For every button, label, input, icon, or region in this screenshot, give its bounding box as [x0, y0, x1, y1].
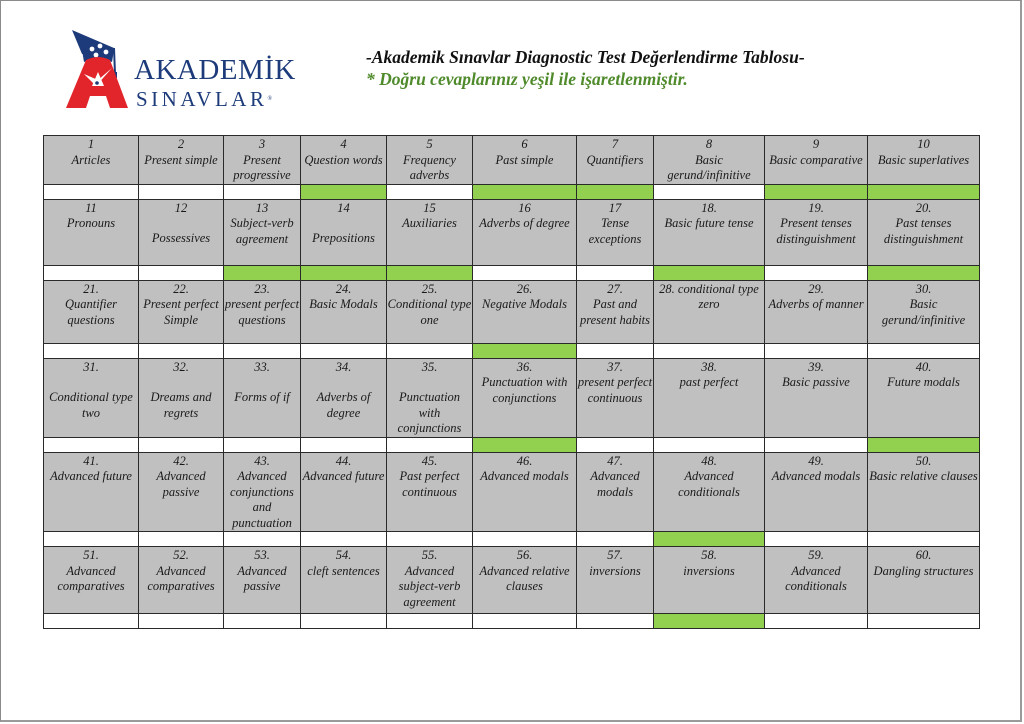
answer-cell-correct — [654, 532, 765, 547]
topic-cell — [654, 280, 765, 343]
topic-cell — [765, 280, 868, 343]
answer-cell-empty — [301, 614, 387, 629]
page-title: -Akademik Sınavlar Diagnostic Test Değerlendirme Tablosu- — [366, 47, 805, 67]
topic-number: 42. — [173, 453, 189, 468]
topic-cell — [868, 280, 980, 343]
answer-cell-correct — [868, 184, 980, 199]
answer-cell-correct — [765, 184, 868, 199]
topic-cell — [473, 547, 577, 614]
topic-label: Basic future tense — [664, 216, 754, 230]
topic-cell — [868, 547, 980, 614]
topic-label: Advanced conditionals — [678, 469, 740, 499]
topic-label: Advanced modals — [771, 469, 861, 483]
answer-cell-correct — [868, 265, 980, 280]
topic-cell — [765, 547, 868, 614]
answer-cell-empty — [765, 265, 868, 280]
answer-cell-empty — [224, 184, 301, 199]
topic-cell — [44, 199, 139, 265]
topic-number: 49. — [808, 453, 824, 468]
topic-number: 30. — [915, 281, 932, 296]
topic-number: 11 — [85, 200, 97, 215]
topic-cell — [224, 452, 301, 532]
topic-number: 12 — [174, 200, 188, 215]
topic-label: present perfect questions — [224, 297, 300, 327]
answer-cell-correct — [577, 184, 654, 199]
topic-cell — [577, 280, 654, 343]
topic-number: 53. — [254, 548, 270, 562]
answer-cell-empty — [44, 343, 139, 358]
topic-number: 47. — [607, 453, 623, 468]
answer-cell-empty — [577, 437, 654, 452]
topic-label: Basic superlatives — [877, 152, 970, 167]
topic-cell — [654, 547, 765, 614]
topic-label: inversions — [589, 563, 641, 578]
topic-cell — [387, 547, 473, 614]
topic-label: Dreams and regrets — [150, 390, 212, 420]
topic-number: 33. — [254, 359, 270, 374]
topic-cell — [765, 358, 868, 437]
akademik-sinavlar-logo — [62, 28, 296, 112]
answer-cell-empty — [301, 532, 387, 547]
topic-number: 46. — [516, 453, 533, 468]
answer-cell-empty — [387, 184, 473, 199]
answer-cell-empty — [473, 532, 577, 547]
answer-cell-correct — [654, 614, 765, 629]
answer-row — [44, 532, 980, 547]
answer-cell-correct — [473, 343, 577, 358]
answer-cell-empty — [224, 614, 301, 629]
topic-label: Advanced subject-verb agreement — [398, 563, 461, 609]
answer-cell-empty — [765, 343, 868, 358]
answer-cell-empty — [44, 437, 139, 452]
topic-cell — [654, 358, 765, 437]
answer-cell-empty — [473, 265, 577, 280]
topic-number: 56. — [516, 548, 533, 562]
topic-number: 18. — [701, 200, 717, 215]
topic-label: Past perfect continuous — [399, 469, 460, 499]
answer-cell-empty — [577, 614, 654, 629]
answer-cell-empty — [654, 343, 765, 358]
topic-number: 34. — [335, 359, 352, 374]
topic-cell — [301, 280, 387, 343]
topic-label: inversions — [683, 563, 735, 578]
topic-number: 24. — [335, 281, 352, 296]
topic-cell — [44, 358, 139, 437]
answer-cell-empty — [577, 343, 654, 358]
topic-label: Forms of if — [234, 390, 290, 404]
topic-cell — [44, 280, 139, 343]
topic-number: 48. — [701, 453, 717, 468]
topic-cell — [44, 452, 139, 532]
topic-cell — [224, 358, 301, 437]
topic-label: Advanced comparatives — [147, 563, 215, 593]
topic-number: 10 — [917, 137, 930, 151]
topic-label: Present progressive — [233, 152, 291, 182]
answer-cell-empty — [765, 437, 868, 452]
topic-number: 20. — [915, 200, 932, 215]
topic-label: Punctuation with conjunctions — [481, 375, 568, 405]
topic-row — [44, 452, 980, 532]
topic-cell — [139, 199, 224, 265]
topic-row — [44, 358, 980, 437]
answer-cell-correct — [301, 184, 387, 199]
answer-cell-empty — [44, 532, 139, 547]
topic-label: 28. conditional type zero — [659, 281, 759, 311]
topic-label: Past tenses distinguishment — [883, 216, 964, 246]
topic-number: 59. — [808, 548, 824, 562]
topic-label: Adverbs of manner — [768, 297, 864, 311]
topic-cell — [139, 358, 224, 437]
answer-cell-empty — [387, 343, 473, 358]
topic-label: Adverbs of degree — [479, 216, 570, 230]
topic-cell — [139, 547, 224, 614]
topic-label: Past and present habits — [579, 297, 651, 327]
topic-label: Tense exceptions — [588, 216, 642, 246]
topic-row — [44, 280, 980, 343]
topic-label: Present perfect Simple — [143, 297, 219, 327]
topic-number: 45. — [421, 453, 438, 468]
topic-number: 23. — [254, 281, 270, 296]
topic-number: 22. — [173, 281, 189, 296]
topic-number: 54. — [335, 548, 352, 562]
topic-label: Basic comparative — [769, 152, 863, 167]
topic-label: Prepositions — [312, 231, 375, 245]
topic-cell — [868, 358, 980, 437]
topic-label: Basic relative clauses — [869, 469, 978, 483]
topic-cell — [44, 547, 139, 614]
topic-label: Advanced relative clauses — [479, 563, 570, 593]
topic-cell — [654, 136, 765, 185]
topic-label: Adverbs of degree — [316, 390, 371, 420]
topic-cell — [387, 136, 473, 185]
answer-cell-empty — [139, 184, 224, 199]
topic-label: Pronouns — [66, 216, 116, 230]
answer-cell-empty — [654, 184, 765, 199]
topic-cell — [654, 452, 765, 532]
topic-label: cleft sentences — [307, 563, 380, 578]
topic-number: 57. — [607, 548, 623, 562]
topic-cell — [387, 199, 473, 265]
answer-cell-empty — [139, 265, 224, 280]
topic-cell — [473, 136, 577, 185]
logo-word-sinavlar-text: SINAVLAR — [136, 87, 268, 111]
topic-cell — [301, 547, 387, 614]
topic-number: 9 — [812, 137, 820, 151]
topic-number: 4 — [340, 137, 347, 151]
topic-number: 26. — [516, 281, 533, 296]
topic-label: Present tenses distinguishment — [776, 216, 856, 246]
answer-cell-empty — [44, 614, 139, 629]
topic-cell — [224, 280, 301, 343]
topic-label: Advanced comparatives — [57, 563, 125, 593]
topic-number: 19. — [808, 200, 824, 215]
answer-cell-empty — [224, 532, 301, 547]
topic-cell — [224, 547, 301, 614]
answer-cell-empty — [577, 532, 654, 547]
topic-label: Frequency adverbs — [403, 152, 456, 182]
topic-number: 8 — [705, 137, 713, 151]
topic-cell — [224, 136, 301, 185]
answer-cell-correct — [654, 265, 765, 280]
topic-label: Subject-verb agreement — [230, 216, 294, 246]
topic-number: 51. — [83, 548, 99, 562]
topic-number: 1 — [87, 137, 95, 151]
topic-label: past perfect — [679, 375, 739, 389]
topic-label: Basic gerund/infinitive — [881, 297, 966, 327]
answer-cell-correct — [868, 437, 980, 452]
topic-label: Advanced modals — [480, 469, 569, 483]
topic-cell — [654, 199, 765, 265]
topic-cell — [139, 452, 224, 532]
topic-row — [44, 136, 980, 185]
topic-label: Advanced passive — [237, 563, 287, 593]
topic-label: Negative Modals — [481, 297, 568, 311]
answer-cell-empty — [44, 184, 139, 199]
answer-cell-correct — [224, 265, 301, 280]
topic-label: Punctuation with conjunctions — [397, 390, 462, 435]
topic-label: present perfect continuous — [577, 375, 653, 405]
topic-label: Advanced conditionals — [785, 563, 847, 593]
topic-number: 2 — [177, 137, 185, 151]
topic-label: Possessives — [151, 231, 211, 245]
topic-label: Articles — [71, 152, 111, 167]
topic-number: 25. — [421, 281, 438, 296]
topic-label: Advanced future — [302, 469, 385, 483]
topic-cell — [577, 136, 654, 185]
answer-cell-empty — [139, 614, 224, 629]
registered-mark: ® — [267, 96, 273, 102]
answer-cell-empty — [224, 343, 301, 358]
topic-cell — [139, 136, 224, 185]
topic-label: Quantifiers — [586, 152, 644, 167]
topic-number: 39. — [808, 359, 824, 374]
topic-number: 32. — [173, 359, 189, 374]
answer-cell-empty — [868, 532, 980, 547]
answer-cell-empty — [301, 437, 387, 452]
topic-label: Future modals — [887, 375, 960, 389]
topic-number: 41. — [83, 453, 99, 468]
topic-cell — [577, 199, 654, 265]
topic-number: 27. — [607, 281, 623, 296]
topic-label: Advanced modals — [590, 469, 640, 499]
topic-cell — [765, 199, 868, 265]
topic-row — [44, 547, 980, 614]
topic-label: Quantifier questions — [64, 297, 118, 327]
answer-cell-empty — [765, 614, 868, 629]
topic-label: Conditional type one — [387, 297, 472, 327]
topic-number: 55. — [421, 548, 438, 562]
topic-number: 36. — [516, 359, 533, 374]
topic-number: 31. — [83, 359, 99, 374]
answer-cell-empty — [224, 437, 301, 452]
topic-label: Basic gerund/infinitive — [667, 152, 751, 182]
answer-cell-empty — [868, 614, 980, 629]
topic-cell — [301, 199, 387, 265]
topic-number: 6 — [521, 137, 528, 151]
topic-cell — [224, 199, 301, 265]
topic-label: Conditional type two — [49, 390, 133, 420]
topic-number: 29. — [808, 281, 824, 296]
topic-number: 35. — [421, 359, 438, 374]
answer-row — [44, 437, 980, 452]
topic-number: 15 — [423, 200, 436, 215]
topic-cell — [473, 280, 577, 343]
topic-label: Advanced passive — [156, 469, 206, 499]
answer-cell-empty — [577, 265, 654, 280]
answer-cell-empty — [44, 265, 139, 280]
topic-label: Question words — [304, 152, 383, 167]
topic-number: 5 — [426, 137, 433, 151]
topic-number: 3 — [258, 137, 266, 151]
topic-number: 16 — [518, 200, 531, 215]
answer-cell-empty — [387, 532, 473, 547]
topic-number: 21. — [83, 281, 99, 296]
topic-label: Dangling structures — [873, 563, 974, 578]
topic-row — [44, 199, 980, 265]
topic-label: Advanced conjunctions and punctuation — [230, 469, 294, 530]
topic-cell — [387, 452, 473, 532]
topic-number: 44. — [335, 453, 352, 468]
answer-cell-empty — [654, 437, 765, 452]
answer-cell-empty — [301, 343, 387, 358]
topic-cell — [765, 136, 868, 185]
answer-cell-correct — [387, 265, 473, 280]
topic-cell — [301, 452, 387, 532]
answer-row — [44, 614, 980, 629]
answer-row — [44, 184, 980, 199]
answer-cell-empty — [139, 343, 224, 358]
answer-cell-empty — [473, 614, 577, 629]
topic-cell — [577, 452, 654, 532]
logo-word-sinavlar — [136, 88, 272, 110]
answer-cell-empty — [387, 437, 473, 452]
topic-number: 14 — [337, 200, 350, 215]
answer-cell-empty — [139, 437, 224, 452]
answer-cell-correct — [473, 184, 577, 199]
answer-cell-empty — [868, 343, 980, 358]
topic-label: Basic Modals — [309, 297, 378, 311]
topic-label: Present simple — [144, 152, 218, 167]
legend-note: * Doğru cevaplarınız yeşil ile işaretlenmiştir. — [366, 69, 688, 89]
topic-cell — [473, 452, 577, 532]
topic-cell — [868, 136, 980, 185]
topic-cell — [765, 452, 868, 532]
topic-cell — [577, 547, 654, 614]
logo-emblem-icon — [62, 28, 134, 112]
topic-number: 37. — [607, 359, 623, 374]
answer-cell-correct — [301, 265, 387, 280]
topic-label: Basic passive — [782, 375, 850, 389]
answer-row — [44, 265, 980, 280]
topic-number: 17 — [608, 200, 622, 215]
topic-number: 60. — [915, 548, 932, 562]
topic-number: 13 — [255, 200, 269, 215]
answer-cell-empty — [765, 532, 868, 547]
topic-number: 7 — [611, 137, 619, 151]
topic-cell — [577, 358, 654, 437]
topic-cell — [868, 199, 980, 265]
topic-cell — [868, 452, 980, 532]
topic-label: Auxiliaries — [402, 216, 457, 230]
topic-number: 38. — [701, 359, 717, 374]
logo-word-akademik: AKADEMİK — [134, 54, 296, 86]
topic-label: Past simple — [495, 152, 554, 167]
topic-cell — [387, 280, 473, 343]
topic-cell — [387, 358, 473, 437]
answer-cell-empty — [139, 532, 224, 547]
topic-cell — [44, 136, 139, 185]
topic-cell — [139, 280, 224, 343]
topic-cell — [473, 199, 577, 265]
topic-number: 50. — [915, 453, 932, 468]
topic-number: 52. — [173, 548, 189, 562]
topic-number: 40. — [915, 359, 932, 374]
topic-cell — [473, 358, 577, 437]
topic-number: 58. — [701, 548, 717, 562]
answer-cell-correct — [473, 437, 577, 452]
answer-cell-empty — [387, 614, 473, 629]
topic-number: 43. — [254, 453, 270, 468]
topic-label: Advanced future — [50, 469, 132, 483]
topic-cell — [301, 358, 387, 437]
topic-cell — [301, 136, 387, 185]
answer-row — [44, 343, 980, 358]
diagnostic-results-table — [43, 135, 980, 629]
